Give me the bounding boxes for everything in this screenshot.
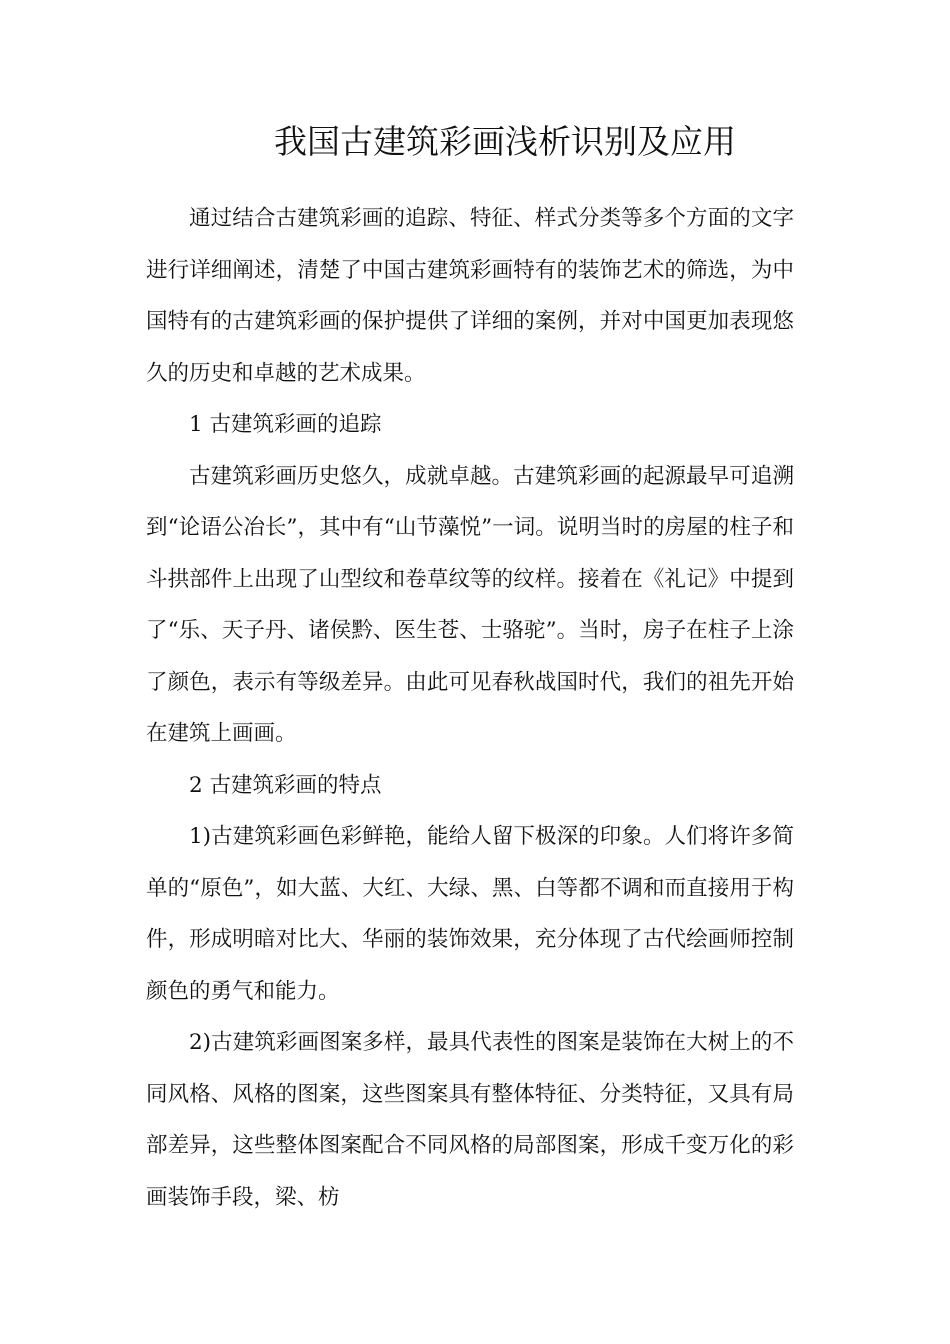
paragraph-intro: 通过结合古建筑彩画的追踪、特征、样式分类等多个方面的文字进行详细阐述，清楚了中国古建筑彩画特有的装饰艺术的筛选，为中国特有的古建筑彩画的保护提供了详细的案例，并对中国更加表现悠久的历史和卓越的艺术成果。 <box>146 206 794 386</box>
paragraph-feature-1: 1)古建筑彩画色彩鲜艳，能给人留下极深的印象。人们将许多简单的“原色”，如大蓝、大红、大绿、黑、白等都不调和而直接用于构件，形成明暗对比大、华丽的装饰效果，充分体现了古代绘画师控制颜色的勇气和能力。 <box>146 824 794 1004</box>
document-body <box>146 193 794 1223</box>
paragraph-feature-2: 2)古建筑彩画图案多样，最具代表性的图案是装饰在大树上的不同风格、风格的图案，这些图案具有整体特征、分类特征，又具有局部差异，这些整体图案配合不同风格的局部图案，形成千变万化的彩画装饰手段，梁、枋 <box>146 1030 794 1210</box>
document-title: 我国古建筑彩画浅析识别及应用 <box>274 122 736 161</box>
paragraph-history: 古建筑彩画历史悠久，成就卓越。古建筑彩画的起源最早可追溯到“论语公冶长”，其中有“山节藻悦”一词。说明当时的房屋的柱子和斗拱部件上出现了山型纹和卷草纹等的纹样。接着在《礼记》中提到了“乐、天子丹、诸侯黔、医生苍、士骆驼”。当时，房子在柱子上涂了颜色，表示有等级差异。由此可见春秋战国时代，我们的祖先开始在建筑上画画。 <box>146 463 794 746</box>
section-heading-2: 2 古建筑彩画的特点 <box>189 772 382 798</box>
section-heading-1: 1 古建筑彩画的追踪 <box>189 412 382 437</box>
